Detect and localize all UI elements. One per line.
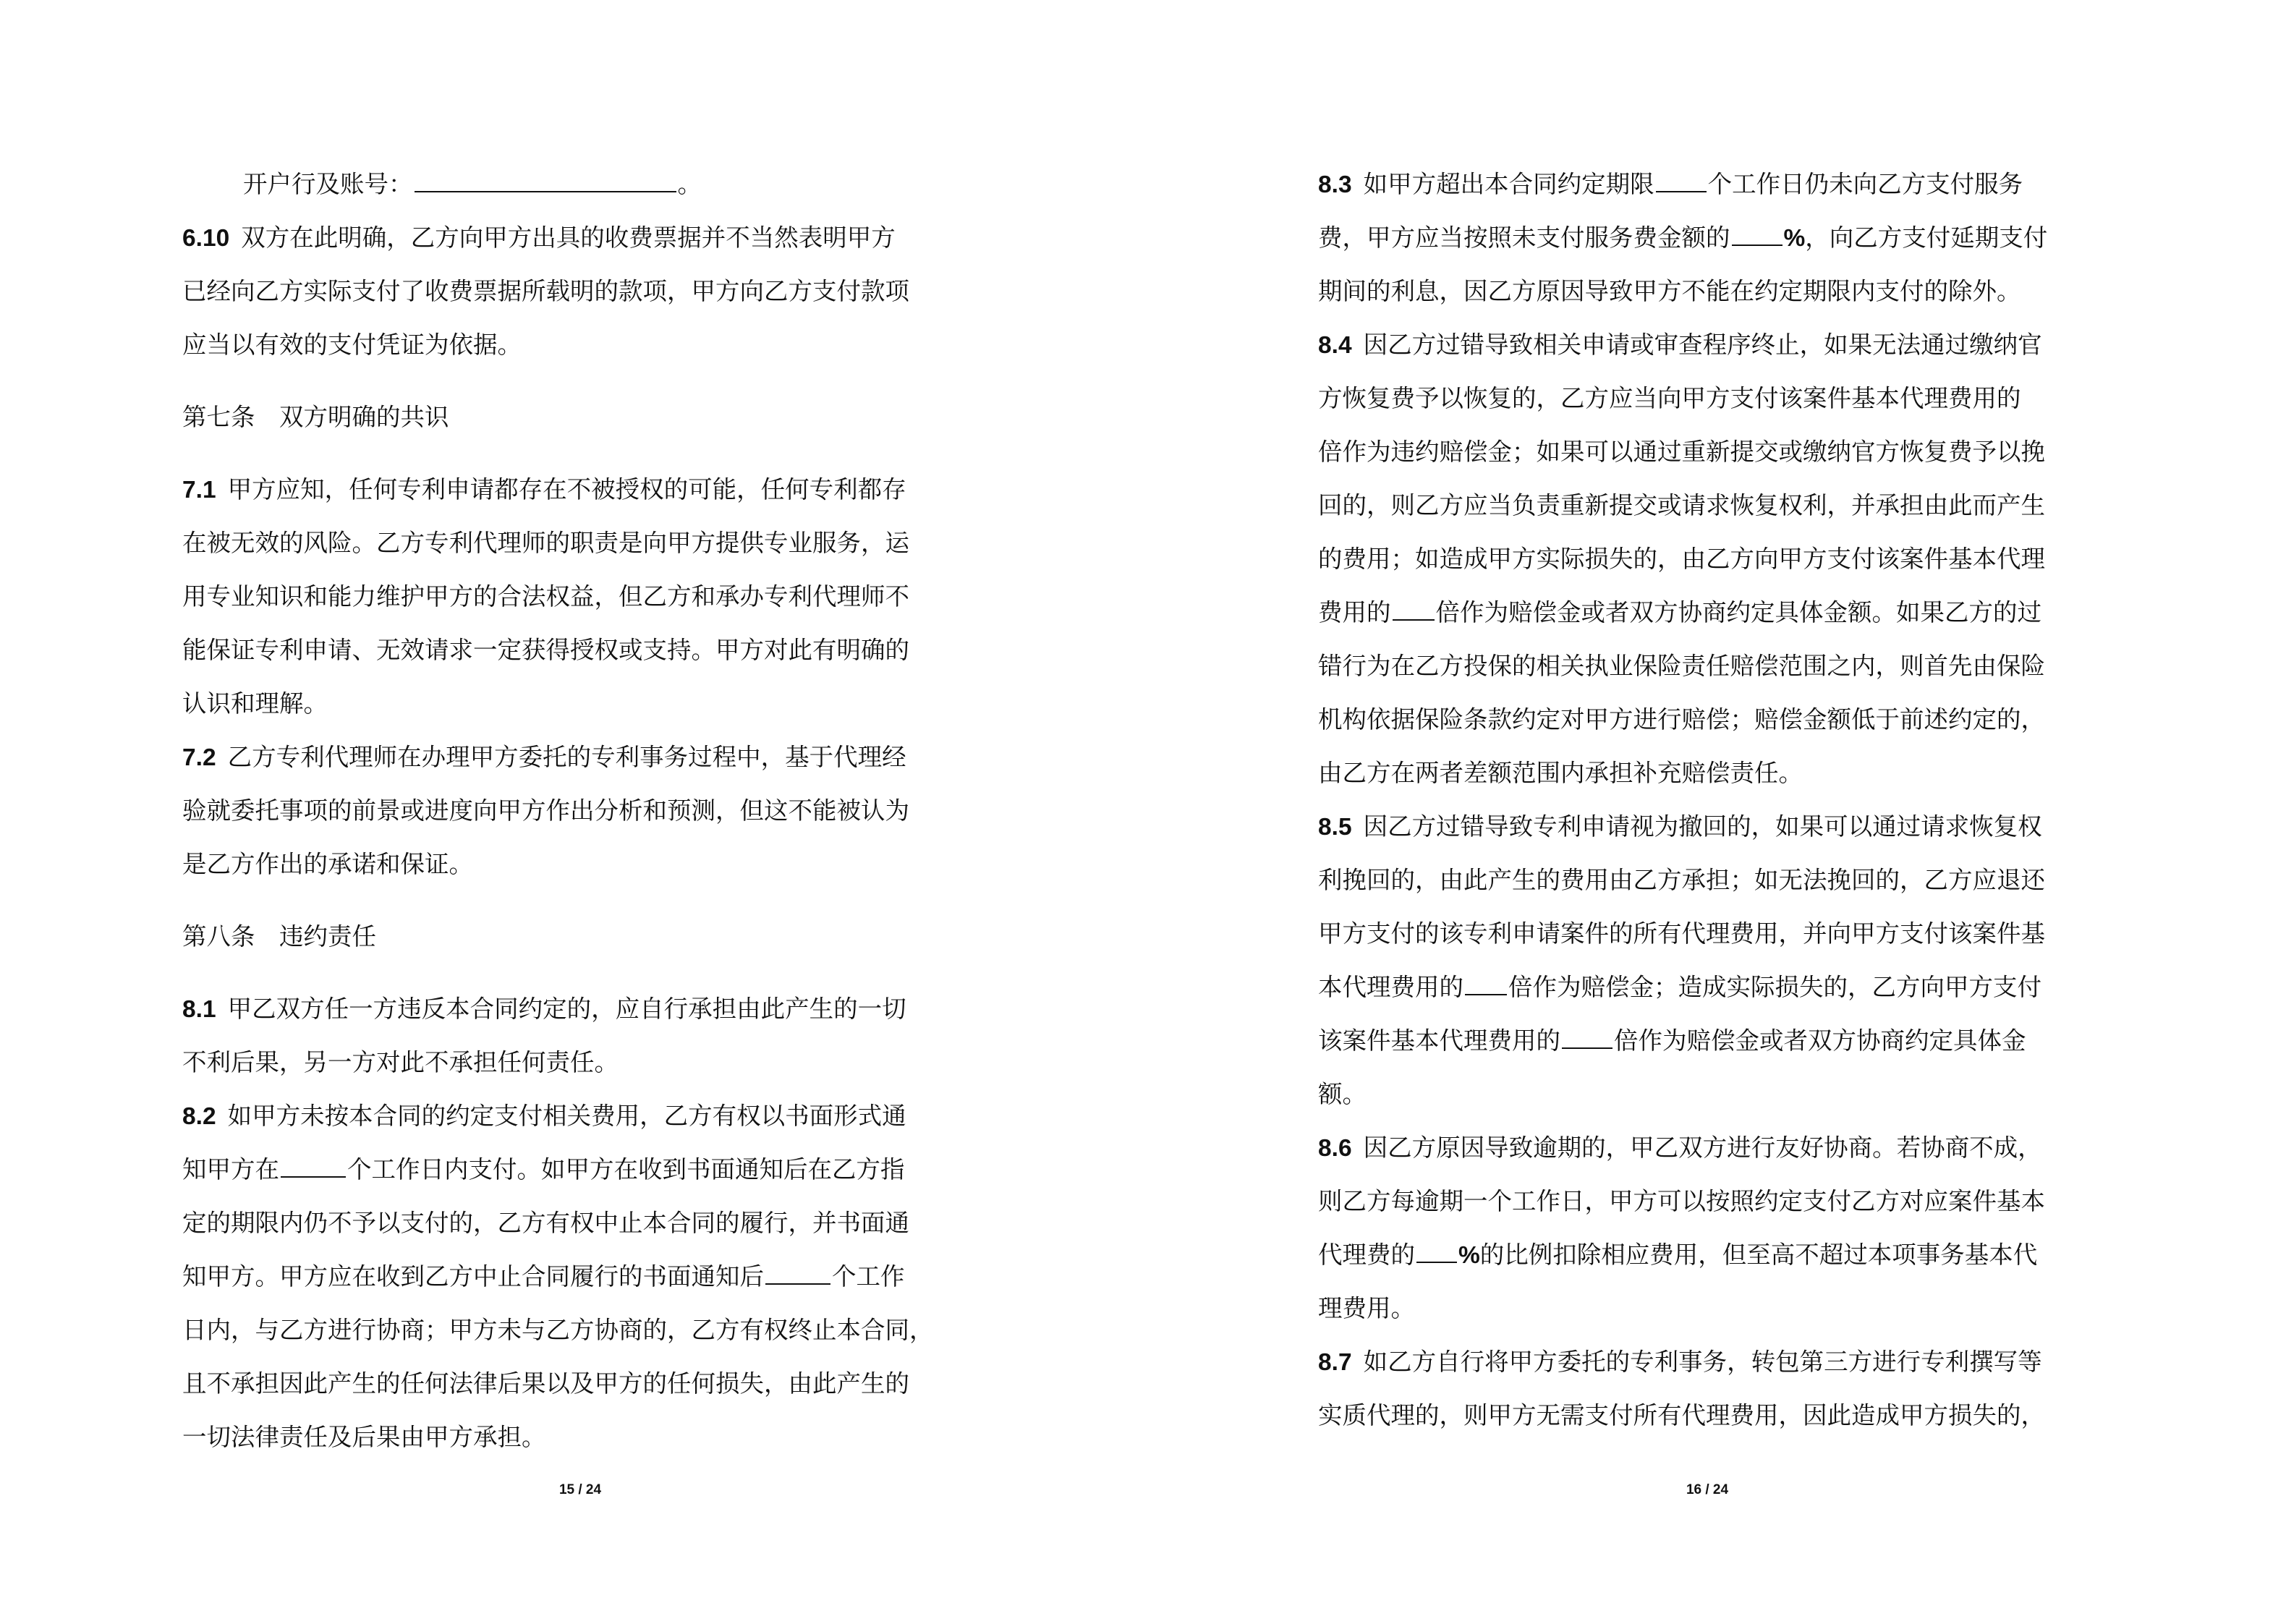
clause-8-5-line-3: 甲方支付的该专利申请案件的所有代理费用，并向甲方支付该案件基 xyxy=(1318,919,2045,948)
clause-6-10-line-1: 6.10 双方在此明确，乙方向甲方出具的收费票据并不当然表明甲方 xyxy=(182,224,896,252)
article-7-heading: 第七条 双方明确的共识 xyxy=(182,403,449,431)
clause-8-4-line-7: 错行为在乙方投保的相关执业保险责任赔偿范围之内，则首先由保险 xyxy=(1318,652,2045,680)
clause-7-1-line-2: 在被无效的风险。乙方专利代理师的职责是向甲方提供专业服务，运 xyxy=(182,529,909,557)
clause-8-4-line-8: 机构依据保险条款约定对甲方进行赔偿；赔偿金额低于前述约定的， xyxy=(1318,705,2045,734)
clause-8-1-line-2: 不利后果，另一方对此不承担任何责任。 xyxy=(182,1048,619,1076)
clause-8-3-line-2: 费，甲方应当按照未支付服务费金额的 %，向乙方支付延期支付 xyxy=(1318,211,2114,265)
blank-multiple xyxy=(1562,1019,1612,1049)
account-end: 。 xyxy=(677,170,702,198)
clause-8-5-line-5: 该案件基本代理费用的 倍作为赔偿金或者双方协商约定具体金 xyxy=(1318,1014,2114,1068)
clause-8-5-line-1: 8.5 因乙方过错导致专利申请视为撤回的，如果可以通过请求恢复权 xyxy=(1318,812,2042,841)
clause-8-4-line-4: 回的，则乙方应当负责重新提交或请求恢复权利，并承担由此而产生 xyxy=(1318,491,2045,519)
left-page-body xyxy=(182,158,978,1464)
clause-7-2-line-1: 7.2 乙方专利代理师在办理甲方委托的专利事务过程中，基于代理经 xyxy=(182,743,906,771)
clause-8-5-line-2: 利挽回的，由此产生的费用由乙方承担；如无法挽回的，乙方应退还 xyxy=(1318,866,2045,894)
clause-8-3-line-1: 8.3 如甲方超出本合同约定期限 个工作日仍未向乙方支付服务 xyxy=(1318,158,2114,211)
clause-number: 8.3 xyxy=(1318,171,1352,198)
blank-percent xyxy=(1732,216,1783,246)
clause-8-2-line-2: 知甲方在 个工作日内支付。如甲方在收到书面通知后在乙方指 xyxy=(182,1143,978,1196)
clause-8-1-line-1: 8.1 甲乙双方任一方违反本合同约定的，应自行承担由此产生的一切 xyxy=(182,995,906,1023)
blank-days xyxy=(765,1254,830,1285)
clause-7-2-line-2: 验就委托事项的前景或进度向甲方作出分析和预测，但这不能被认为 xyxy=(182,796,909,825)
clause-8-2-line-5: 日内，与乙方进行协商；甲方未与乙方协商的，乙方有权终止本合同， xyxy=(182,1316,934,1344)
account-label: 开户行及账号： xyxy=(243,170,413,198)
clause-7-1-line-3: 用专业知识和能力维护甲方的合法权益，但乙方和承办专利代理师不 xyxy=(182,582,909,611)
blank-percent xyxy=(1416,1233,1457,1263)
clause-8-5-line-4: 本代理费用的 倍作为赔偿金；造成实际损失的，乙方向甲方支付 xyxy=(1318,961,2114,1014)
page-number: 16 / 24 xyxy=(1686,1482,1729,1497)
account-line xyxy=(182,158,978,211)
clause-8-2-line-4: 知甲方。甲方应在收到乙方中止合同履行的书面通知后 个工作 xyxy=(182,1250,978,1304)
clause-8-4-line-9: 由乙方在两者差额范围内承担补充赔偿责任。 xyxy=(1318,759,1803,787)
clause-number: 8.4 xyxy=(1318,332,1352,359)
clause-number: 8.7 xyxy=(1318,1349,1352,1376)
blank-days xyxy=(1656,162,1707,192)
clause-6-10-line-2: 已经向乙方实际支付了收费票据所载明的款项，甲方向乙方支付款项 xyxy=(182,277,909,305)
clause-8-4-line-5: 的费用；如造成甲方实际损失的，由乙方向甲方支付该案件基本代理 xyxy=(1318,545,2045,573)
clause-8-4-line-3: 倍作为违约赔偿金；如果可以通过重新提交或缴纳官方恢复费予以挽 xyxy=(1318,438,2045,466)
clause-8-7-line-1: 8.7 如乙方自行将甲方委托的专利事务，转包第三方进行专利撰写等 xyxy=(1318,1348,2042,1376)
clause-number: 7.2 xyxy=(182,744,216,771)
clause-8-2-line-1: 8.2 如甲方未按本合同的约定支付相关费用，乙方有权以书面形式通 xyxy=(182,1102,906,1130)
clause-number: 8.2 xyxy=(182,1103,216,1130)
clause-7-1-line-5: 认识和理解。 xyxy=(182,689,328,718)
clause-8-2-line-6: 且不承担因此产生的任何法律后果以及甲方的任何损失，由此产生的 xyxy=(182,1369,909,1398)
clause-number: 7.1 xyxy=(182,477,216,503)
clause-7-1-line-4: 能保证专利申请、无效请求一定获得授权或支持。甲方对此有明确的 xyxy=(182,636,909,664)
clause-8-2-line-3: 定的期限内仍不予以支付的，乙方有权中止本合同的履行，并书面通 xyxy=(182,1209,909,1237)
account-blank xyxy=(415,162,676,192)
blank-multiple xyxy=(1393,590,1435,621)
clause-8-4-line-6: 费用的 倍作为赔偿金或者双方协商约定具体金额。如果乙方的过 xyxy=(1318,586,2114,639)
clause-8-6-line-1: 8.6 因乙方原因导致逾期的，甲乙双方进行友好协商。若协商不成， xyxy=(1318,1134,2042,1162)
clause-number: 8.5 xyxy=(1318,814,1352,841)
page-16 xyxy=(1143,0,2286,1624)
clause-8-7-line-2: 实质代理的，则甲方无需支付所有代理费用，因此造成甲方损失的， xyxy=(1318,1401,2045,1429)
clause-8-6-line-2: 则乙方每逾期一个工作日，甲方可以按照约定支付乙方对应案件基本 xyxy=(1318,1187,2045,1215)
clause-8-3-line-3: 期间的利息，因乙方原因导致甲方不能在约定期限内支付的除外。 xyxy=(1318,277,2021,305)
clause-8-6-line-3: 代理费的 %的比例扣除相应费用，但至高不超过本项事务基本代 xyxy=(1318,1228,2114,1282)
clause-8-2-line-7: 一切法律责任及后果由甲方承担。 xyxy=(182,1423,546,1451)
clause-number: 8.6 xyxy=(1318,1135,1352,1162)
blank-multiple xyxy=(1465,965,1507,995)
page-number: 15 / 24 xyxy=(558,1482,602,1497)
clause-8-6-line-4: 理费用。 xyxy=(1318,1294,1415,1322)
clause-7-1-line-1: 7.1 甲方应知，任何专利申请都存在不被授权的可能，任何专利都存 xyxy=(182,475,906,503)
right-page-body xyxy=(1318,158,2114,1442)
clause-7-2-line-3: 是乙方作出的承诺和保证。 xyxy=(182,850,473,878)
clause-8-4-line-1: 8.4 因乙方过错导致相关申请或审查程序终止，如果无法通过缴纳官 xyxy=(1318,331,2042,359)
clause-8-5-line-6: 额。 xyxy=(1318,1080,1367,1108)
clause-number: 6.10 xyxy=(182,225,230,252)
blank-days xyxy=(281,1147,346,1178)
clause-8-4-line-2: 方恢复费予以恢复的，乙方应当向甲方支付该案件基本代理费用的 xyxy=(1318,384,2021,412)
clause-6-10-line-3: 应当以有效的支付凭证为依据。 xyxy=(182,331,522,359)
article-8-heading: 第八条 违约责任 xyxy=(182,922,376,951)
clause-number: 8.1 xyxy=(182,996,216,1023)
